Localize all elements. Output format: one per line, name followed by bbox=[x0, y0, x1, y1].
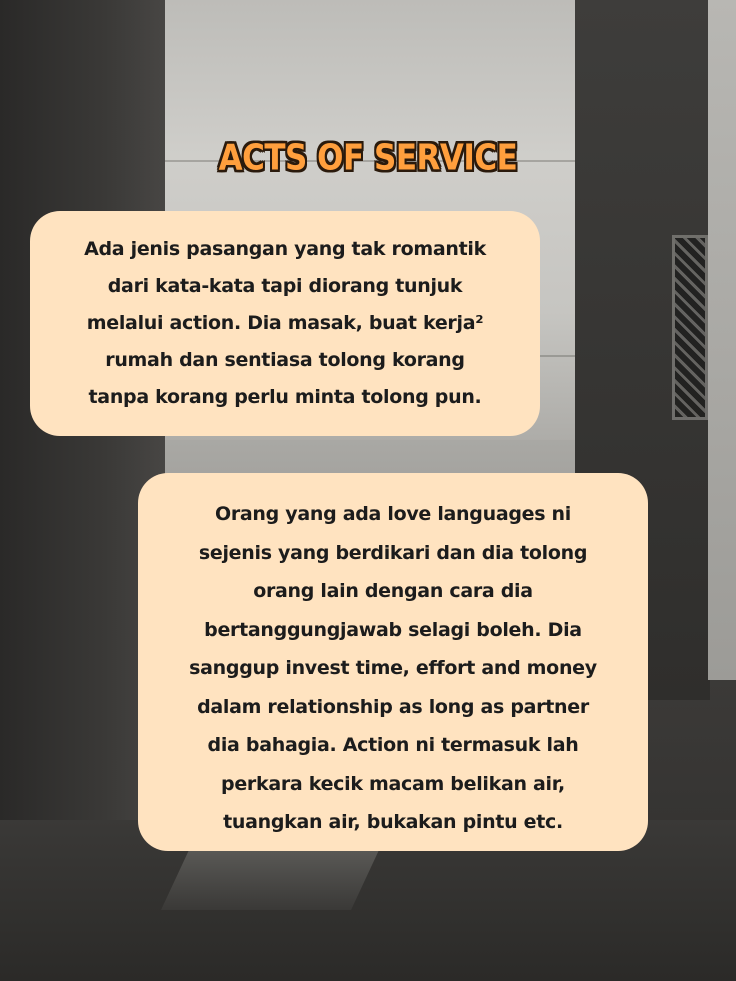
card-2-text: Orang yang ada love languages ni sejenis yang berdikari dan dia tolong orang lain dengan cara dia bertanggungjawab selagi boleh. Dia sanggup invest time, effort and money dalam relationship as long as partner dia bahagia. Action ni termasuk lah perkara kecik macam belikan air, tuangkan air, bukakan pintu etc. bbox=[189, 503, 597, 833]
page-title: ACTS OF SERVICE bbox=[218, 137, 518, 179]
floor-light-patch bbox=[161, 850, 379, 910]
wall-vent-grille bbox=[672, 235, 708, 420]
card-1-text: Ada jenis pasangan yang tak romantik dari kata-kata tapi diorang tunjuk melalui action. Dia masak, buat kerja² rumah dan sentiasa tolong korang tanpa korang perlu minta tolong pun. bbox=[84, 238, 486, 408]
text-card-2 bbox=[138, 473, 648, 851]
text-card-1 bbox=[30, 211, 540, 436]
background-far-wall bbox=[708, 0, 736, 680]
